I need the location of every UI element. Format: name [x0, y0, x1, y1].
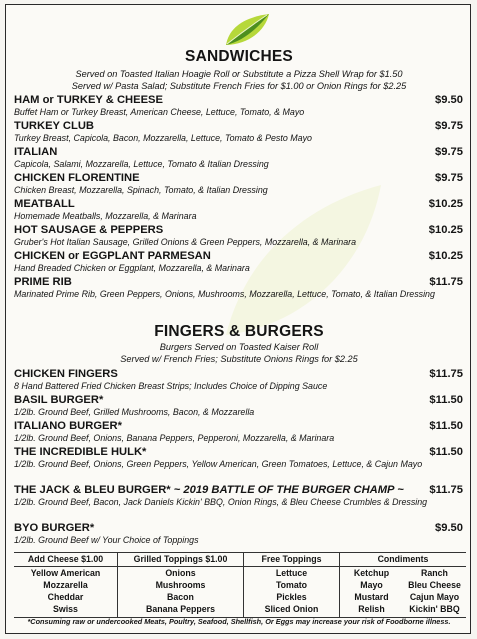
leaf-icon: [223, 11, 271, 49]
condiments-left: [340, 567, 403, 615]
item-price: $9.50: [435, 522, 463, 534]
food-safety-footnote: *Consuming raw or undercooked Meats, Poultry, Seafood, Shellfish, Or Eggs may increase your risk of Foodborne illness.: [27, 617, 451, 626]
condiment: Bleu Cheese: [408, 580, 461, 590]
item-name: THE JACK & BLEU BURGER*: [14, 484, 171, 496]
topping: Tomato: [275, 580, 308, 590]
item-name: CHICKEN FLORENTINE: [14, 172, 140, 184]
item-price: $10.25: [428, 198, 463, 210]
burgers-subtitle-1: Burgers Served on Toasted Kaiser Roll: [159, 342, 319, 352]
item-description: Chicken Breast, Mozzarella, Spinach, Tomato, & Italian Dressing: [14, 185, 268, 195]
menu-item: [14, 394, 466, 419]
item-description: Marinated Prime Rib, Green Peppers, Onions, Mushrooms, Mozzarella, Lettuce, Tomato, & Italian Dressing: [14, 289, 435, 299]
item-award: ~ 2019 BATTLE OF THE BURGER CHAMP ~: [173, 484, 404, 496]
item-description: 1/2lb. Ground Beef w/ Your Choice of Toppings: [14, 535, 199, 545]
item-price: $9.75: [435, 146, 463, 158]
item-description: Hand Breaded Chicken or Eggplant, Mozzarella, & Marinara: [14, 263, 250, 273]
topping: Swiss: [53, 604, 78, 614]
column-header: Condiments: [340, 553, 466, 567]
topping: Banana Peppers: [146, 604, 215, 614]
topping: Yellow American: [30, 568, 101, 578]
item-price: $10.25: [428, 250, 463, 262]
toppings-table: [14, 552, 466, 618]
item-price: $11.75: [429, 484, 463, 496]
item-description: 1/2lb. Ground Beef, Onions, Green Peppers, Yellow American, Green Tomatoes, Lettuce, & Cajun Mayo: [14, 459, 423, 469]
item-description: Capicola, Salami, Mozzarella, Lettuce, Tomato & Italian Dressing: [14, 159, 269, 169]
item-name: BASIL BURGER*: [14, 394, 104, 406]
item-description: 8 Hand Battered Fried Chicken Breast Strips; Includes Choice of Dipping Sauce: [14, 381, 328, 391]
sandwiches-subtitle-1: Served on Toasted Italian Hoagie Roll or Substitute a Pizza Shell Wrap for $1.50: [75, 69, 403, 79]
item-name: HOT SAUSAGE & PEPPERS: [14, 224, 164, 236]
condiment: Mayo: [360, 580, 383, 590]
sandwiches-heading: SANDWICHES: [185, 48, 293, 65]
menu-item: [14, 120, 466, 145]
menu-item: [14, 172, 466, 197]
condiment: Relish: [358, 604, 385, 614]
condiment: Kickin' BBQ: [409, 604, 460, 614]
item-description: Homemade Meatballs, Mozzarella, & Marinara: [14, 211, 197, 221]
condiment: Mustard: [354, 592, 389, 602]
item-name: BYO BURGER*: [14, 522, 95, 534]
menu-page: [5, 4, 471, 634]
item-price: $9.75: [435, 172, 463, 184]
item-name: MEATBALL: [14, 198, 75, 210]
menu-item: [14, 198, 466, 223]
item-name: CHICKEN or EGGPLANT PARMESAN: [14, 250, 211, 262]
topping: Mozzarella: [43, 580, 88, 590]
item-price: $9.75: [435, 120, 463, 132]
item-name: HAM or TURKEY & CHEESE: [14, 94, 163, 106]
menu-item: [14, 276, 466, 301]
column-header: Add Cheese $1.00: [14, 553, 117, 567]
grilled-column: [118, 553, 244, 617]
item-name: TURKEY CLUB: [14, 120, 94, 132]
item-name: CHICKEN FINGERS: [14, 368, 118, 380]
condiments-list: [340, 567, 466, 615]
item-price: $10.25: [428, 224, 463, 236]
item-description: Gruber's Hot Italian Sausage, Grilled Onions & Green Peppers, Mozzarella, & Marinara: [14, 237, 357, 247]
menu-item: [14, 94, 466, 119]
free-column: [244, 553, 340, 617]
menu-item: [14, 368, 466, 393]
condiment: Ketchup: [353, 568, 390, 578]
burgers-heading: FINGERS & BURGERS: [154, 323, 324, 340]
item-description: Buffet Ham or Turkey Breast, American Cheese, Lettuce, Tomato, & Mayo: [14, 107, 305, 117]
topping: Mushrooms: [155, 580, 206, 590]
item-description: Turkey Breast, Capicola, Bacon, Mozzarella, Lettuce, Tomato & Pesto Mayo: [14, 133, 312, 143]
menu-item: [14, 420, 466, 445]
menu-item: [14, 250, 466, 275]
menu-item: [14, 522, 466, 547]
menu-item: [14, 484, 466, 509]
column-header: Grilled Toppings $1.00: [118, 553, 243, 567]
topping: Bacon: [167, 592, 194, 602]
condiment: Ranch: [421, 568, 448, 578]
menu-item: [14, 446, 466, 471]
menu-item: [14, 224, 466, 249]
item-price: $11.75: [429, 368, 463, 380]
item-price: $11.50: [429, 394, 463, 406]
item-price: $9.50: [435, 94, 463, 106]
condiments-column: [340, 553, 466, 617]
topping: Lettuce: [275, 568, 308, 578]
item-name: ITALIANO BURGER*: [14, 420, 122, 432]
condiment: Cajun Mayo: [409, 592, 460, 602]
topping: Cheddar: [47, 592, 84, 602]
item-description: 1/2lb. Ground Beef, Onions, Banana Peppers, Pepperoni, Mozzarella, & Marinara: [14, 433, 335, 443]
item-name: PRIME RIB: [14, 276, 72, 288]
cheese-column: [14, 553, 118, 617]
item-price: $11.75: [429, 276, 463, 288]
condiments-right: [403, 567, 466, 615]
menu-item: [14, 146, 466, 171]
burgers-subtitle-2: Served w/ French Fries; Substitute Onions Rings for $2.25: [120, 354, 358, 364]
sandwiches-subtitle-2: Served w/ Pasta Salad; Substitute French Fries for $1.00 or Onion Rings for $2.25: [71, 81, 407, 91]
item-price: $11.50: [429, 446, 463, 458]
column-header: Free Toppings: [244, 553, 339, 567]
item-description: 1/2lb. Ground Beef, Grilled Mushrooms, Bacon, & Mozzarella: [14, 407, 255, 417]
item-name: ITALIAN: [14, 146, 58, 158]
topping: Sliced Onion: [264, 604, 319, 614]
item-price: $11.50: [429, 420, 463, 432]
topping: Onions: [165, 568, 196, 578]
topping: Pickles: [276, 592, 307, 602]
item-name-line: [14, 484, 466, 497]
item-name: THE INCREDIBLE HULK*: [14, 446, 147, 458]
item-description: 1/2lb. Ground Beef, Bacon, Jack Daniels Kickin' BBQ, Onion Rings, & Bleu Cheese Crumbles & Dressing: [14, 497, 428, 507]
